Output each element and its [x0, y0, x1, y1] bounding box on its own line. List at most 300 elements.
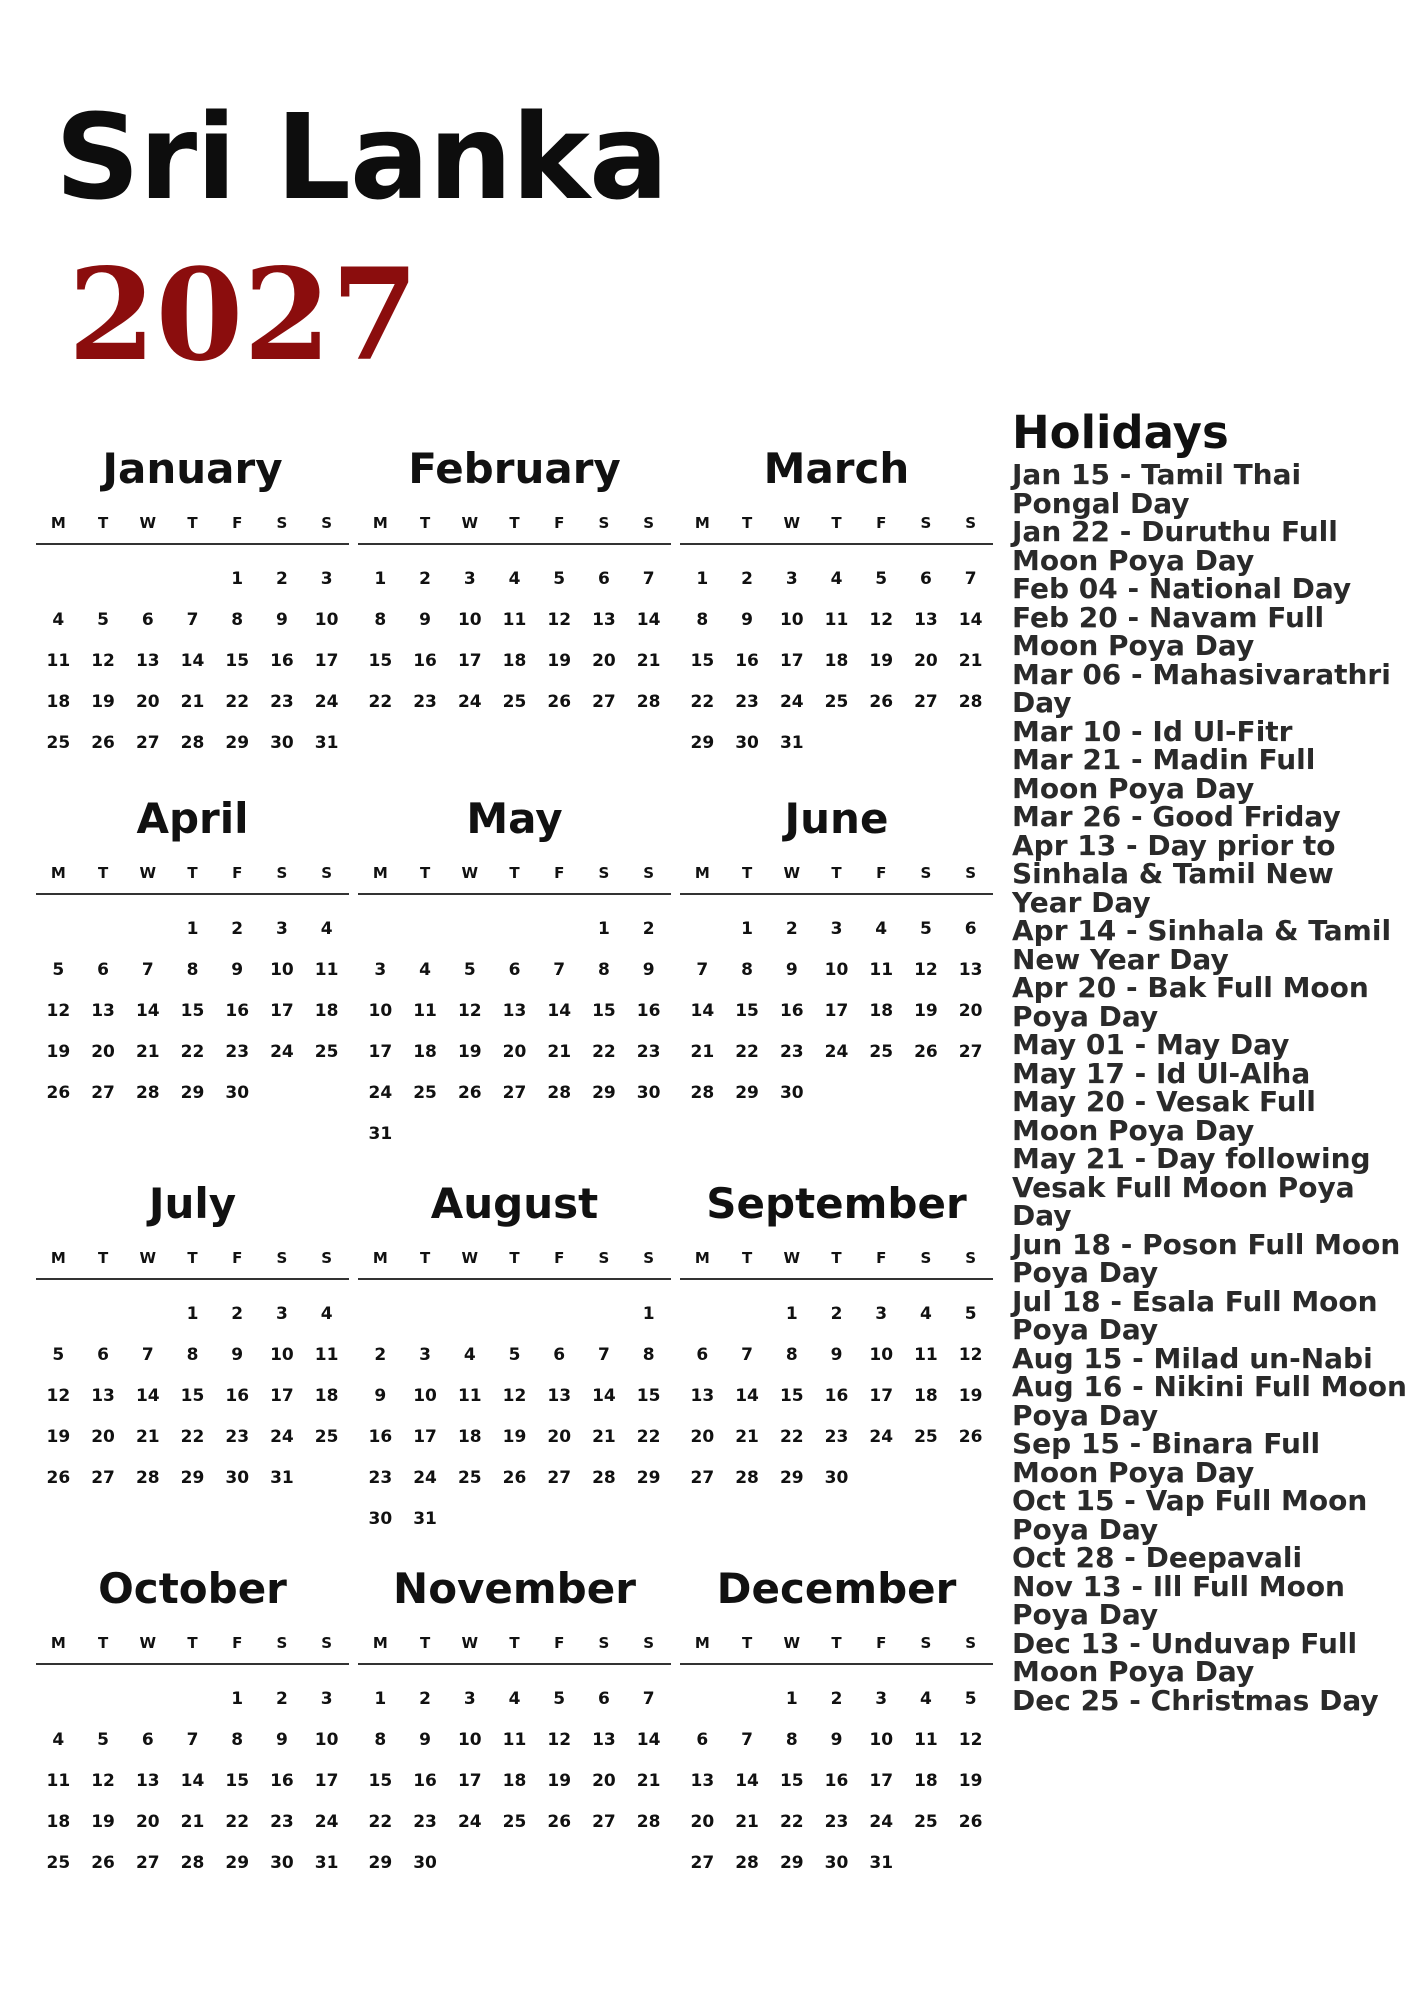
weekday-header [36, 866, 349, 895]
weekday-label: S [920, 514, 932, 532]
day-cell: 26 [91, 1853, 115, 1873]
empty-day-cell [582, 1294, 627, 1335]
day-cell: 22 [779, 1427, 804, 1447]
day-cell: 10 [270, 1345, 294, 1365]
day-cell: 29 [735, 1083, 759, 1103]
weekday-label: F [876, 864, 887, 882]
day-cell: 21 [735, 1812, 759, 1832]
day-cell: 15 [180, 1386, 205, 1406]
day-cell: 4 [920, 1689, 932, 1709]
days-grid [680, 559, 993, 764]
day-cell: 19 [457, 1042, 482, 1062]
day-cell: 6 [141, 1730, 154, 1750]
day-cell: 19 [958, 1771, 983, 1791]
day-cell: 1 [785, 1304, 798, 1324]
day-cell: 15 [779, 1771, 804, 1791]
day-cell: 28 [180, 733, 205, 753]
day-cell: 12 [46, 1001, 71, 1021]
day-cell: 2 [276, 1689, 288, 1709]
weekday-label: W [139, 864, 157, 882]
day-cell: 11 [413, 1001, 437, 1021]
day-cell: 11 [46, 651, 71, 671]
weekday-label: F [232, 864, 243, 882]
day-cell: 24 [314, 1812, 339, 1832]
holiday-item: Oct 28 - Deepavali [1012, 1541, 1303, 1574]
weekday-label: W [139, 514, 157, 532]
holiday-item: Nov 13 - Ill Full Moon Poya Day [1012, 1569, 1345, 1631]
day-cell: 26 [547, 692, 572, 712]
weekday-header [680, 866, 993, 895]
day-cell: 18 [914, 1771, 938, 1791]
weekday-header [358, 1251, 671, 1280]
day-cell: 2 [374, 1345, 387, 1365]
day-cell: 4 [320, 1304, 333, 1324]
weekday-header [680, 1251, 993, 1280]
weekday-header [358, 516, 671, 545]
day-cell: 13 [547, 1386, 572, 1406]
day-cell: 5 [920, 919, 932, 939]
day-cell: 20 [592, 1771, 616, 1791]
day-cell: 19 [91, 1812, 115, 1832]
weekday-label: S [321, 864, 333, 882]
day-cell: 9 [231, 1345, 244, 1365]
day-cell: 19 [547, 651, 572, 671]
day-cell: 17 [779, 651, 804, 671]
day-cell: 24 [869, 1427, 894, 1447]
day-cell: 15 [592, 1001, 616, 1021]
day-cell: 25 [457, 1468, 482, 1488]
month-name: March [763, 444, 910, 493]
day-cell: 10 [457, 610, 482, 630]
day-cell: 24 [779, 692, 804, 712]
day-cell: 1 [696, 569, 709, 589]
day-cell: 20 [502, 1042, 527, 1062]
weekday-header [680, 1636, 993, 1665]
day-cell: 4 [508, 569, 521, 589]
month-december [680, 1560, 993, 1880]
empty-day-cell [725, 1679, 770, 1720]
weekday-label: T [97, 1634, 109, 1652]
weekday-label: T [97, 864, 109, 882]
month-name: May [466, 794, 563, 843]
day-cell: 18 [502, 1771, 527, 1791]
day-cell: 27 [592, 692, 616, 712]
day-cell: 24 [368, 1083, 393, 1103]
empty-day-cell [36, 1679, 81, 1720]
day-cell: 30 [735, 733, 759, 753]
month-name: December [716, 1564, 957, 1613]
day-cell: 21 [135, 1427, 160, 1447]
weekday-label: M [372, 864, 388, 882]
day-cell: 3 [785, 569, 798, 589]
day-cell: 4 [52, 610, 65, 630]
holiday-item: Jan 22 - Duruthu Full Moon Poya Day [1012, 515, 1338, 577]
day-cell: 27 [958, 1042, 983, 1062]
holiday-item: Dec 25 - Christmas Day [1012, 1683, 1379, 1717]
day-cell: 24 [270, 1042, 294, 1062]
holiday-item: Mar 21 - Madin Full Moon Poya Day [1012, 743, 1316, 805]
day-cell: 6 [696, 1730, 709, 1750]
weekday-label: S [276, 864, 288, 882]
day-cell: 29 [225, 733, 250, 753]
day-cell: 28 [547, 1083, 572, 1103]
empty-day-cell [537, 1294, 582, 1335]
day-cell: 2 [741, 569, 753, 589]
weekday-header [36, 516, 349, 545]
day-cell: 24 [869, 1812, 894, 1832]
day-cell: 17 [314, 1771, 339, 1791]
day-cell: 15 [368, 1771, 393, 1791]
day-cell: 25 [314, 1042, 339, 1062]
day-cell: 31 [368, 1124, 393, 1144]
day-cell: 28 [735, 1468, 759, 1488]
day-cell: 31 [314, 1853, 339, 1873]
day-cell: 1 [374, 1689, 387, 1709]
day-cell: 27 [135, 1853, 160, 1873]
weekday-label: S [321, 514, 333, 532]
month-may [358, 790, 671, 1175]
day-cell: 14 [592, 1386, 616, 1406]
weekday-label: S [276, 1249, 288, 1267]
empty-day-cell [358, 1294, 403, 1335]
day-cell: 10 [368, 1001, 393, 1021]
weekday-label: F [876, 514, 887, 532]
day-cell: 14 [180, 651, 205, 671]
day-cell: 24 [457, 1812, 482, 1832]
month-march [680, 440, 993, 790]
day-cell: 15 [735, 1001, 759, 1021]
day-cell: 27 [135, 733, 160, 753]
day-cell: 19 [46, 1042, 71, 1062]
day-cell: 10 [413, 1386, 437, 1406]
day-cell: 24 [314, 692, 339, 712]
day-cell: 18 [46, 692, 71, 712]
day-cell: 25 [502, 692, 527, 712]
empty-day-cell [81, 909, 126, 950]
days-grid [36, 1294, 349, 1499]
month-name: April [136, 794, 249, 843]
day-cell: 12 [547, 1730, 572, 1750]
day-cell: 27 [91, 1083, 115, 1103]
day-cell: 17 [457, 651, 482, 671]
day-cell: 14 [636, 1730, 661, 1750]
weekday-label: T [831, 514, 842, 532]
day-cell: 12 [958, 1730, 983, 1750]
day-cell: 17 [270, 1386, 294, 1406]
weekday-label: F [876, 1249, 887, 1267]
page-title: Sri Lanka [55, 88, 668, 226]
day-cell: 14 [735, 1771, 759, 1791]
weekday-label: T [741, 1249, 753, 1267]
day-cell: 5 [553, 1689, 566, 1709]
weekday-label: M [50, 864, 66, 882]
month-september [680, 1175, 993, 1560]
day-cell: 21 [690, 1042, 715, 1062]
day-cell: 30 [824, 1853, 849, 1873]
day-cell: 12 [869, 610, 894, 630]
empty-day-cell [403, 1294, 448, 1335]
day-cell: 22 [368, 1812, 393, 1832]
holiday-item: Feb 20 - Navam Full Moon Poya Day [1012, 600, 1325, 662]
day-cell: 3 [830, 919, 843, 939]
day-cell: 16 [225, 1386, 250, 1406]
weekday-label: T [831, 1249, 842, 1267]
day-cell: 11 [869, 960, 894, 980]
day-cell: 19 [502, 1427, 527, 1447]
weekday-label: T [509, 514, 520, 532]
day-cell: 25 [46, 733, 71, 753]
weekday-header [36, 1636, 349, 1665]
month-october [36, 1560, 349, 1880]
empty-day-cell [36, 909, 81, 950]
day-cell: 11 [824, 610, 849, 630]
holiday-item: Apr 14 - Sinhala & Tamil New Year Day [1012, 914, 1392, 976]
day-cell: 7 [598, 1345, 610, 1365]
day-cell: 29 [779, 1853, 804, 1873]
day-cell: 10 [779, 610, 804, 630]
day-cell: 6 [553, 1345, 566, 1365]
day-cell: 18 [502, 651, 527, 671]
day-cell: 29 [592, 1083, 616, 1103]
days-grid [358, 909, 671, 1155]
day-cell: 20 [91, 1427, 115, 1447]
weekday-label: S [965, 1634, 977, 1652]
day-cell: 17 [270, 1001, 294, 1021]
day-cell: 10 [824, 960, 849, 980]
holiday-item: Feb 04 - National Day [1012, 572, 1352, 605]
day-cell: 14 [135, 1386, 160, 1406]
day-cell: 30 [225, 1468, 250, 1488]
day-cell: 3 [875, 1689, 888, 1709]
day-cell: 22 [690, 692, 715, 712]
day-cell: 17 [314, 651, 339, 671]
day-cell: 23 [779, 1042, 804, 1062]
weekday-label: S [276, 514, 288, 532]
day-cell: 8 [186, 1345, 199, 1365]
day-cell: 15 [225, 651, 250, 671]
weekday-label: T [187, 514, 198, 532]
day-cell: 25 [314, 1427, 339, 1447]
weekday-label: S [965, 514, 977, 532]
holiday-item: May 01 - May Day [1012, 1028, 1290, 1061]
holiday-item: Mar 26 - Good Friday [1012, 800, 1341, 833]
day-cell: 8 [785, 1730, 798, 1750]
empty-day-cell [125, 559, 170, 600]
empty-day-cell [81, 559, 126, 600]
day-cell: 7 [642, 1689, 655, 1709]
day-cell: 13 [592, 1730, 616, 1750]
year-heading: 2027 [68, 241, 419, 389]
day-cell: 11 [46, 1771, 71, 1791]
day-cell: 21 [636, 1771, 661, 1791]
day-cell: 18 [824, 651, 849, 671]
day-cell: 31 [779, 733, 804, 753]
day-cell: 19 [547, 1771, 572, 1791]
holidays-panel [1012, 406, 1407, 1717]
day-cell: 9 [741, 610, 753, 630]
day-cell: 23 [270, 1812, 294, 1832]
weekday-label: M [694, 1634, 710, 1652]
day-cell: 3 [374, 960, 387, 980]
days-grid [36, 1679, 349, 1884]
day-cell: 25 [914, 1812, 938, 1832]
weekday-label: S [643, 1249, 655, 1267]
day-cell: 29 [690, 733, 715, 753]
day-cell: 23 [636, 1042, 661, 1062]
day-cell: 12 [547, 610, 572, 630]
day-cell: 24 [824, 1042, 849, 1062]
day-cell: 6 [598, 1689, 610, 1709]
days-grid [36, 559, 349, 764]
day-cell: 10 [869, 1345, 894, 1365]
empty-day-cell [447, 1294, 492, 1335]
holiday-item: Apr 13 - Day prior to Sinhala & Tamil New Year Day [1012, 828, 1336, 919]
empty-day-cell [447, 909, 492, 950]
day-cell: 6 [920, 569, 932, 589]
day-cell: 28 [135, 1468, 160, 1488]
weekday-label: W [461, 1634, 479, 1652]
day-cell: 28 [592, 1468, 616, 1488]
day-cell: 1 [374, 569, 387, 589]
day-cell: 9 [276, 610, 288, 630]
day-cell: 28 [636, 1812, 661, 1832]
day-cell: 17 [869, 1386, 894, 1406]
day-cell: 18 [869, 1001, 894, 1021]
weekday-label: S [598, 1249, 610, 1267]
day-cell: 25 [914, 1427, 938, 1447]
day-cell: 7 [696, 960, 709, 980]
day-cell: 7 [741, 1730, 753, 1750]
holiday-item: Mar 10 - Id Ul-Fitr [1012, 714, 1293, 748]
weekday-label: W [461, 514, 479, 532]
month-name: January [102, 444, 283, 493]
day-cell: 17 [869, 1771, 894, 1791]
day-cell: 9 [419, 1730, 431, 1750]
weekday-label: T [97, 514, 109, 532]
weekday-label: S [643, 864, 655, 882]
day-cell: 29 [779, 1468, 804, 1488]
weekday-label: S [321, 1634, 333, 1652]
day-cell: 18 [413, 1042, 437, 1062]
day-cell: 8 [374, 610, 387, 630]
weekday-label: F [232, 1249, 243, 1267]
day-cell: 4 [830, 569, 843, 589]
empty-day-cell [537, 909, 582, 950]
day-cell: 22 [779, 1812, 804, 1832]
day-cell: 13 [135, 1771, 160, 1791]
day-cell: 29 [636, 1468, 661, 1488]
day-cell: 13 [592, 610, 616, 630]
day-cell: 1 [231, 569, 244, 589]
empty-day-cell [492, 1294, 537, 1335]
day-cell: 2 [276, 569, 288, 589]
day-cell: 5 [97, 610, 109, 630]
month-name: August [430, 1179, 599, 1228]
weekday-label: F [554, 864, 565, 882]
month-name: November [393, 1564, 636, 1613]
holiday-item: Mar 06 - Mahasivarathri Day [1012, 657, 1391, 719]
weekday-label: T [419, 864, 431, 882]
day-cell: 21 [547, 1042, 572, 1062]
day-cell: 30 [270, 1853, 294, 1873]
day-cell: 18 [314, 1001, 339, 1021]
day-cell: 17 [824, 1001, 849, 1021]
day-cell: 15 [690, 651, 715, 671]
day-cell: 10 [314, 1730, 339, 1750]
month-april [36, 790, 349, 1175]
day-cell: 26 [958, 1812, 983, 1832]
weekday-label: W [139, 1249, 157, 1267]
day-cell: 9 [419, 610, 431, 630]
day-cell: 30 [636, 1083, 661, 1103]
day-cell: 16 [413, 1771, 437, 1791]
day-cell: 11 [314, 960, 339, 980]
weekday-label: M [50, 1634, 66, 1652]
day-cell: 18 [457, 1427, 482, 1447]
day-cell: 10 [869, 1730, 894, 1750]
day-cell: 9 [830, 1345, 843, 1365]
holiday-item: May 21 - Day following Vesak Full Moon Poya Day [1012, 1142, 1371, 1232]
holiday-list [1012, 458, 1407, 1717]
month-name: October [98, 1564, 287, 1613]
day-cell: 6 [696, 1345, 709, 1365]
weekday-label: W [783, 514, 801, 532]
holiday-item: Sep 15 - Binara Full Moon Poya Day [1012, 1427, 1321, 1489]
weekday-label: T [187, 864, 198, 882]
day-cell: 4 [875, 919, 888, 939]
holiday-item: Jul 18 - Esala Full Moon Poya Day [1012, 1284, 1378, 1346]
days-grid [358, 1679, 671, 1884]
day-cell: 22 [592, 1042, 616, 1062]
day-cell: 12 [958, 1345, 983, 1365]
day-cell: 31 [270, 1468, 294, 1488]
day-cell: 18 [46, 1812, 71, 1832]
day-cell: 12 [457, 1001, 482, 1021]
day-cell: 16 [270, 1771, 294, 1791]
day-cell: 22 [735, 1042, 759, 1062]
weekday-label: S [276, 1634, 288, 1652]
day-cell: 16 [636, 1001, 661, 1021]
day-cell: 2 [785, 919, 798, 939]
holiday-item: May 20 - Vesak Full Moon Poya Day [1012, 1085, 1316, 1147]
day-cell: 30 [368, 1509, 393, 1529]
day-cell: 9 [276, 1730, 288, 1750]
weekday-label: F [876, 1634, 887, 1652]
empty-day-cell [170, 559, 215, 600]
day-cell: 4 [52, 1730, 65, 1750]
day-cell: 21 [958, 651, 983, 671]
day-cell: 14 [547, 1001, 572, 1021]
day-cell: 20 [592, 651, 616, 671]
holiday-item: Oct 15 - Vap Full Moon Poya Day [1012, 1484, 1368, 1546]
day-cell: 1 [785, 1689, 798, 1709]
day-cell: 4 [463, 1345, 476, 1365]
day-cell: 10 [270, 960, 294, 980]
day-cell: 28 [636, 692, 661, 712]
day-cell: 21 [180, 692, 205, 712]
day-cell: 6 [97, 1345, 109, 1365]
day-cell: 16 [824, 1386, 849, 1406]
day-cell: 16 [413, 651, 437, 671]
month-name: July [148, 1179, 237, 1228]
day-cell: 3 [463, 1689, 476, 1709]
day-cell: 6 [964, 919, 977, 939]
day-cell: 23 [413, 1812, 437, 1832]
day-cell: 10 [457, 1730, 482, 1750]
holidays-title: Holidays [1012, 406, 1229, 459]
day-cell: 17 [413, 1427, 437, 1447]
days-grid [358, 559, 671, 723]
